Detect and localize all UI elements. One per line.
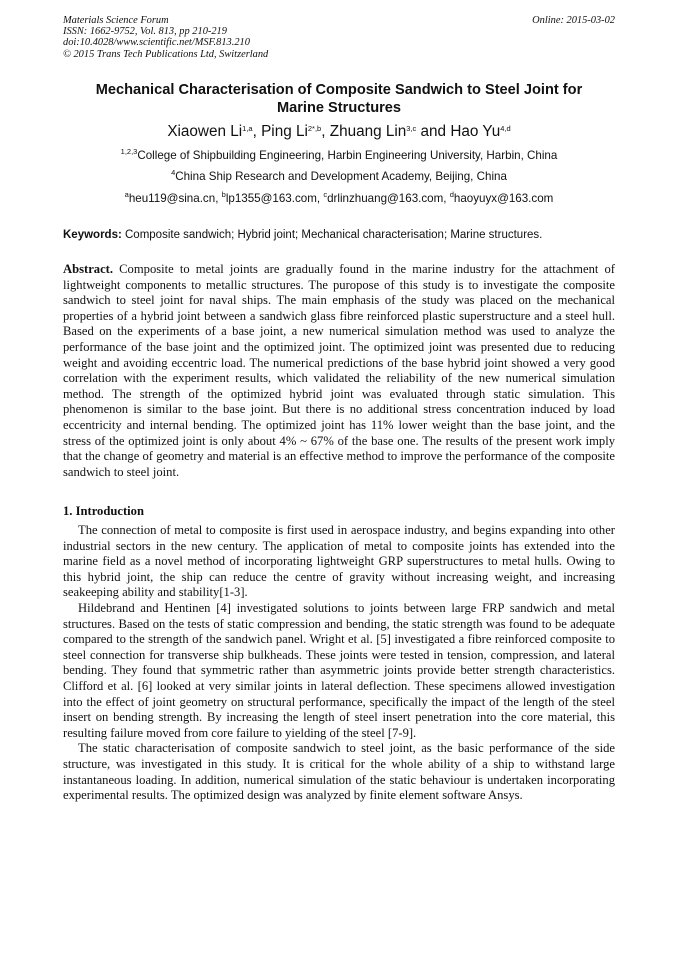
issn-line: ISSN: 1662-9752, Vol. 813, pp 210-219	[63, 26, 227, 38]
abstract-label: Abstract.	[63, 262, 114, 276]
introduction-body	[63, 523, 615, 804]
paragraph: Hildebrand and Hentinen [4] investigated solutions to joints between large FRP sandwich and metal structures. Based on the tests of static compression and bending, the static strength was found to be adequate compared to the strength of the sandwich panel. Wright et al. [5] investigated a fibre reinforced composite to steel connection for transverse ship bulkheads. These joints were tested in tension, compression, and lateral bending. They found that symmetric rather than asymmetric joints provide better strength characteristics. Clifford et al. [6] looked at very similar joints in lateral deflection. These specimens allowed investigation into the effect of joint geometry on structural performance, specifically the impact of the length of the steel insert on bending strength. By increasing the length of steel insert penetration into the core material, this resulting failure moved from core failure to yielding of the steel [7-9].	[63, 600, 615, 740]
email-link[interactable]: $^a$heu119@sina.cn	[124, 190, 216, 205]
title-line-1: Mechanical Characterisation of Composite Sandwich to Steel Joint for	[95, 82, 583, 98]
email-list: $^a$heu119@sina.cn, $^b$lp1355@163.com, $^c$drlinzhuang@163.com, $^d$haoyuyx@163.com	[124, 190, 554, 205]
email-link[interactable]: $^d$haoyuyx@163.com	[449, 190, 554, 205]
copyright-line: © 2015 Trans Tech Publications Ltd, Switzerland	[63, 48, 269, 60]
keywords	[63, 228, 623, 242]
keywords-label: Keywords:	[63, 229, 122, 241]
author: Zhuang Lin$^{3,c}$	[329, 123, 417, 140]
abstract-text: Composite to metal joints are gradually found in the marine industry for the attachment of lightweight components to metallic structures. The puropose of this study is to investigate the composite sandwich to steel joint for naval ships. The main emphasis of the study was placed on the mechanical properties of a hybrid joint between a sandwich glass fibre reinforced plastic superstructure and a steel hull. Based on the experiments of a base joint, a new numerical simulation method was used to analyze the performance of the base joint and the optimized joint. The optimized joint was presented due to reducing weight and avoiding eccentric load. The numerical predictions of the base hybrid joint showed a very good correlation with the experiment results, which validated the reliability of the new numerical simulation method. The strength of the optimized hybrid joint was evaluated through static simulation. This phenomenon is similar to the base joint. But there is no additional stress concentration induced by load eccentricity and internal bending. The optimized joint has 11% lower weight than the base joint, and the stress of the optimized joint is only about 4% ~ 67% of the base one. The results of the present work imply that the change of geometry and material is an effective method to improve the performance of the composite sandwich to steel joint.	[63, 262, 615, 479]
doi-line: doi:10.4028/www.scientific.net/MSF.813.210	[63, 37, 250, 49]
author: Xiaowen Li$^{1,a}$	[167, 123, 253, 140]
email-link[interactable]: $^c$drlinzhuang@163.com	[323, 190, 444, 205]
author-list: Xiaowen Li$^{1,a}$, Ping $Li^{2*,b}$, Zhuang Lin$^{3,c}$ and Hao Yu$^{4,d}$	[167, 123, 511, 140]
email-link[interactable]: $^b$lp1355@163.com	[221, 190, 317, 205]
section-heading: 1. Introduction	[63, 504, 144, 518]
author: Hao Yu$^{4,d}$	[450, 123, 511, 140]
affiliation-2: $^4$China Ship Research and Development Academy, Beijing, China	[171, 168, 507, 183]
online-date: Online: 2015-03-02	[532, 15, 615, 26]
paragraph: The connection of metal to composite is first used in aerospace industry, and begins expanding into other industrial sectors in the new century. The application of metal to composite joints has extended into the marine field as a novel method of incorporating lightweight GRP superstructures to metal hulls. Owing to this hybrid joint, the ship can reduce the centre of gravity without increasing weight, and increasing seakeeping ability and stability[1-3].	[63, 523, 615, 600]
abstract	[63, 262, 615, 480]
paragraph: The static characterisation of composite sandwich to steel joint, as the basic performance of the side structure, was investigated in this study. It is critical for the whole ability of a ship to withstand large instantaneous loading. In addition, numerical simulation of the static behaviour is undertaken incorporating experimental results. The optimized design was analyzed by finite element software Ansys.	[63, 741, 615, 803]
paper-title	[63, 82, 615, 117]
title-line-2: Marine Structures	[276, 99, 402, 116]
journal-name: Materials Science Forum	[63, 15, 169, 26]
author: Ping $Li^{2*,b}$	[261, 123, 322, 140]
journal-header	[63, 15, 615, 60]
keywords-text: Composite sandwich; Hybrid joint; Mechanical characterisation; Marine structures.	[121, 229, 543, 241]
affiliation-1: $^{1,2,3}$College of Shipbuilding Engineering, Harbin Engineering University, Harbin, China	[120, 147, 558, 162]
